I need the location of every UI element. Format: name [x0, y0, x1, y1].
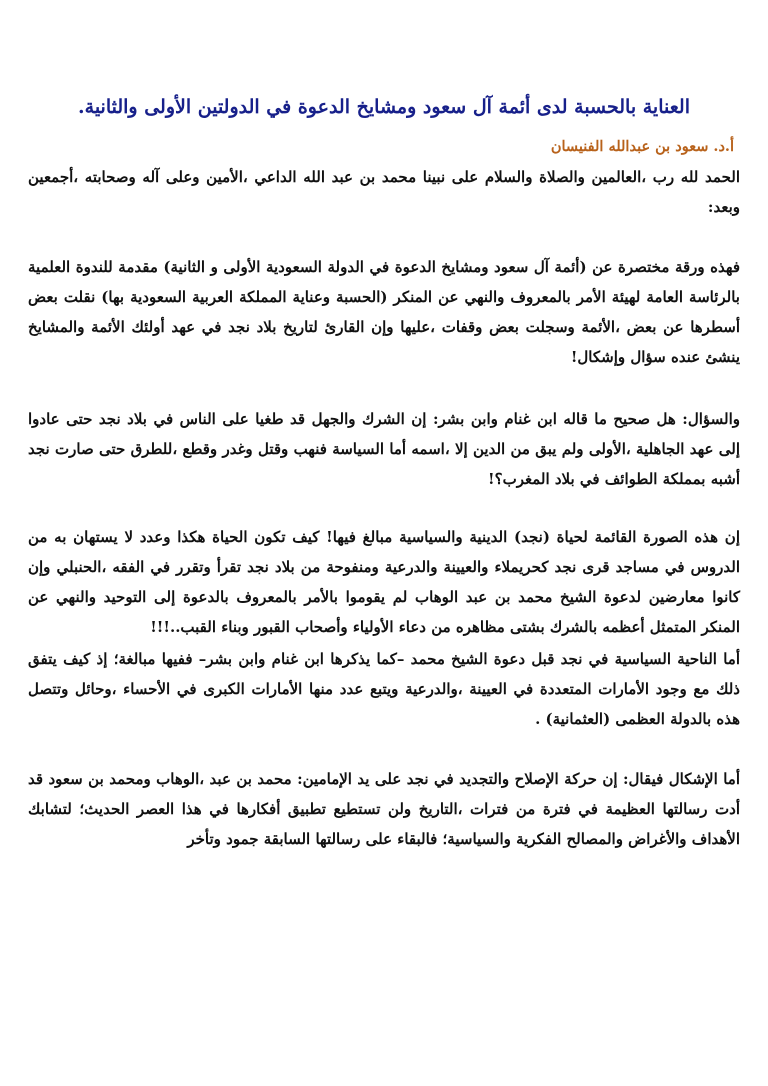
paragraph-religious-life: إن هذه الصورة القائمة لحياة (نجد) الدينية والسياسية مبالغ فيها! كيف تكون الحياة هكذا وعدد لا يستهان به من الدروس في مساجد قرى نجد كحريملاء والعيينة والدرعية ومنفوحة من بلاد نجد تقرأ وتقرر في الفقه ،الحنبلي وإن كانوا معارضين لدعوة الشيخ محمد بن عبد الوهاب لم يقوموا بالأمر بالمعروف بالدعوة إلى التوحيد والنهي عن المنكر المتمثل أعظمه بالشرك بشتى مظاهره من دعاء الأولياء وأصحاب القبور وبناء القبب..!!! — [28, 528, 740, 636]
paragraph-introduction: فهذه ورقة مختصرة عن (أئمة آل سعود ومشايخ الدعوة في الدولة السعودية الأولى و الثانية) مقدمة للندوة العلمية بالرئاسة العامة لهيئة الأمر بالمعروف والنهي عن المنكر (الحسبة وعناية المملكة العربية السعودية بها) نقلت بعض أسطرها عن بعض ،الأئمة وسجلت بعض وقفات ،عليها وإن القارئ لتاريخ بلاد نجد في عهد أولئك الأئمة والمشايخ ينشئ عنده سؤال وإشكال! — [28, 258, 740, 366]
paragraph-problem: أما الإشكال فيقال: إن حركة الإصلاح والتجديد في نجد على يد الإمامين: محمد بن عبد ،الوهاب ومحمد بن سعود قد أدت رسالتها العظيمة في فترة من فترات ،التاريخ ولن تستطيع تطبيق أفكارها في هذا العصر الحديث؛ لتشابك الأهداف والأغراض والمصالح الفكرية والسياسية؛ فالبقاء على رسالتها السابقة جمود وتأخر — [28, 770, 740, 848]
document-title: العناية بالحسبة لدى أئمة آل سعود ومشايخ الدعوة في الدولتين الأولى والثانية. — [78, 96, 690, 118]
author-line: أ.د. سعود بن عبدالله الفنيسان — [550, 138, 734, 155]
paragraph-opening: الحمد لله رب ،العالمين والصلاة والسلام على نبينا محمد بن عبد الله الداعي ،الأمين وعلى آله وصحابته ،أجمعين وبعد: — [28, 168, 740, 216]
paragraph-political-life: أما الناحية السياسية في نجد قبل دعوة الشيخ محمد –كما يذكرها ابن غنام وابن بشر– ففيها مبالغة؛ إذ كيف يتفق ذلك مع وجود الأمارات المتعددة في العيينة ،والدرعية ويتبع عدد منها الأمارات الكبرى في الأحساء ،وحائل وتتصل هذه بالدولة العظمى (العثمانية) . — [28, 650, 740, 728]
paragraph-question: والسؤال: هل صحيح ما قاله ابن غنام وابن بشر: إن الشرك والجهل قد طغيا على الناس في بلاد نجد حتى عادوا إلى عهد الجاهلية ،الأولى ولم يبق من الدين إلا ،اسمه أما السياسة فنهب وقتل وغدر وقطع ،للطرق حتى صارت نجد أشبه بمملكة الطوائف في بلاد المغرب؟! — [28, 410, 740, 488]
